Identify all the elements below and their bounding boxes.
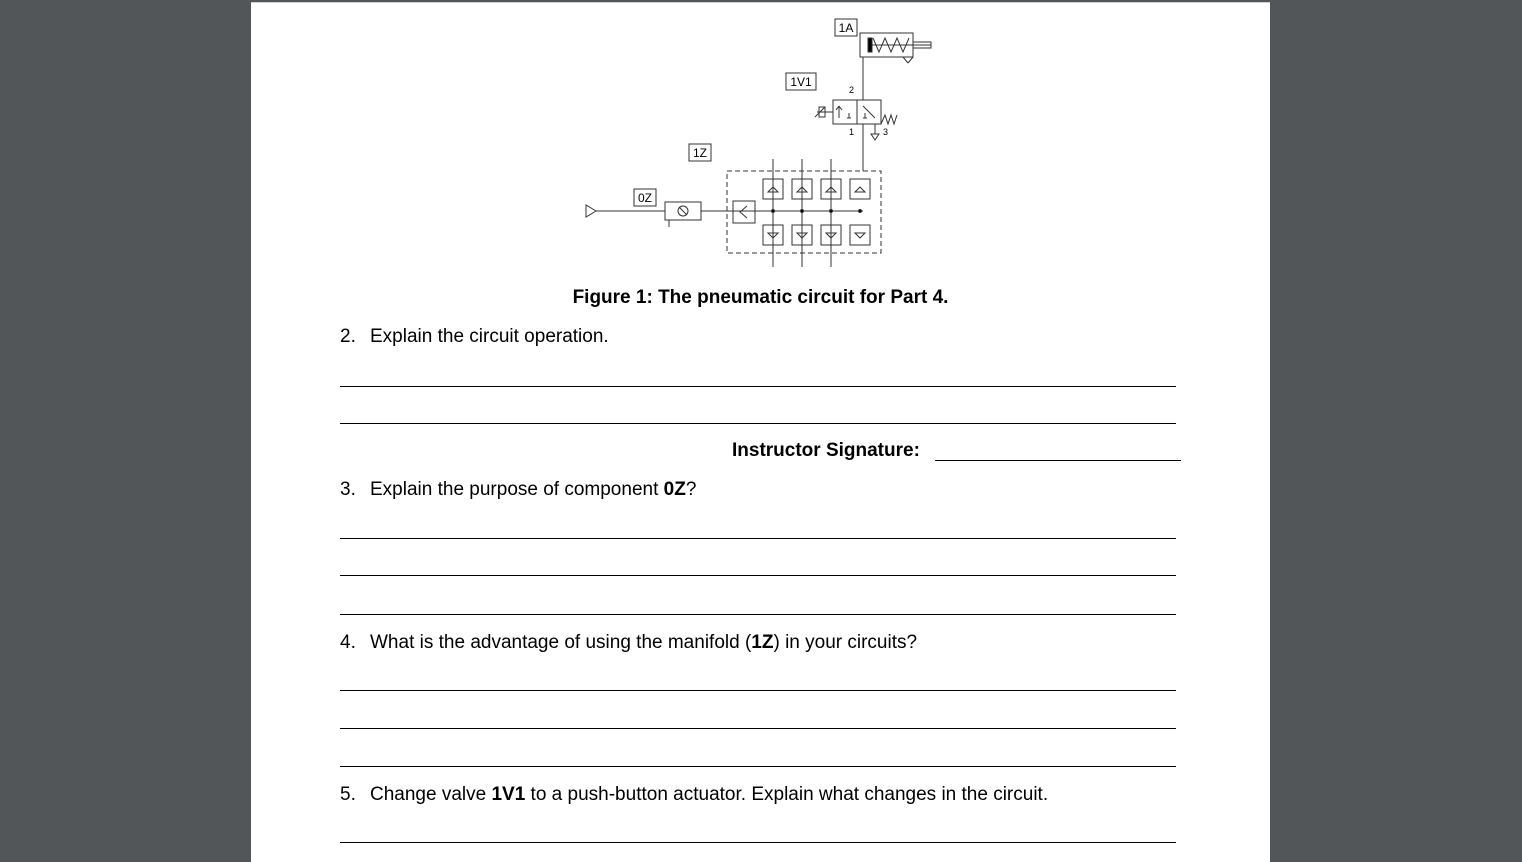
question-text-end: ) in your circuits? [773, 632, 918, 653]
question-text-end: ? [685, 479, 697, 500]
question-number: 4. [340, 632, 356, 653]
answer-line[interactable] [340, 423, 1176, 424]
component-ref: 1V1 [491, 784, 526, 805]
question-text-end: to a push-button actuator. Explain what changes in the circuit. [525, 784, 1049, 805]
manifold-body [727, 171, 881, 253]
question-number: 3. [340, 479, 356, 500]
answer-line[interactable] [340, 690, 1176, 691]
question-4 [340, 632, 917, 654]
answer-line[interactable] [340, 766, 1176, 767]
answer-line[interactable] [340, 728, 1176, 729]
instructor-signature-label: Instructor Signature: [732, 440, 920, 461]
component-ref: 0Z [663, 479, 686, 500]
port-label-1: 1 [849, 127, 855, 137]
port-label-2: 2 [849, 85, 855, 95]
answer-line[interactable] [340, 842, 1176, 843]
component-ref: 1Z [751, 632, 774, 653]
pressure-source-icon [586, 205, 596, 217]
signature-line[interactable] [935, 460, 1181, 461]
question-text: Change valve [370, 784, 492, 805]
question-number: 2. [340, 326, 356, 347]
label-1v1: 1V1 [790, 75, 812, 89]
question-2 [340, 326, 609, 348]
question-text: Explain the purpose of component [370, 479, 664, 500]
answer-line[interactable] [340, 614, 1176, 615]
answer-line[interactable] [340, 386, 1176, 387]
figure-caption: Figure 1: The pneumatic circuit for Part 4. [572, 287, 949, 308]
answer-line[interactable] [340, 538, 1176, 539]
label-0z: 0Z [637, 191, 653, 205]
port-label-3: 3 [883, 127, 889, 137]
question-text: What is the advantage of using the manifold ( [370, 632, 752, 653]
question-text: Explain the circuit operation. [370, 326, 609, 347]
question-number: 5. [340, 784, 356, 805]
pneumatic-circuit-diagram [251, 3, 1270, 283]
cylinder-piston [868, 38, 872, 52]
question-5 [340, 784, 1048, 806]
question-3 [340, 479, 696, 501]
manifold-ports [763, 159, 870, 267]
document-page [251, 2, 1270, 862]
label-1z: 1Z [692, 146, 708, 160]
answer-line[interactable] [340, 575, 1176, 576]
label-1a: 1A [838, 21, 854, 35]
